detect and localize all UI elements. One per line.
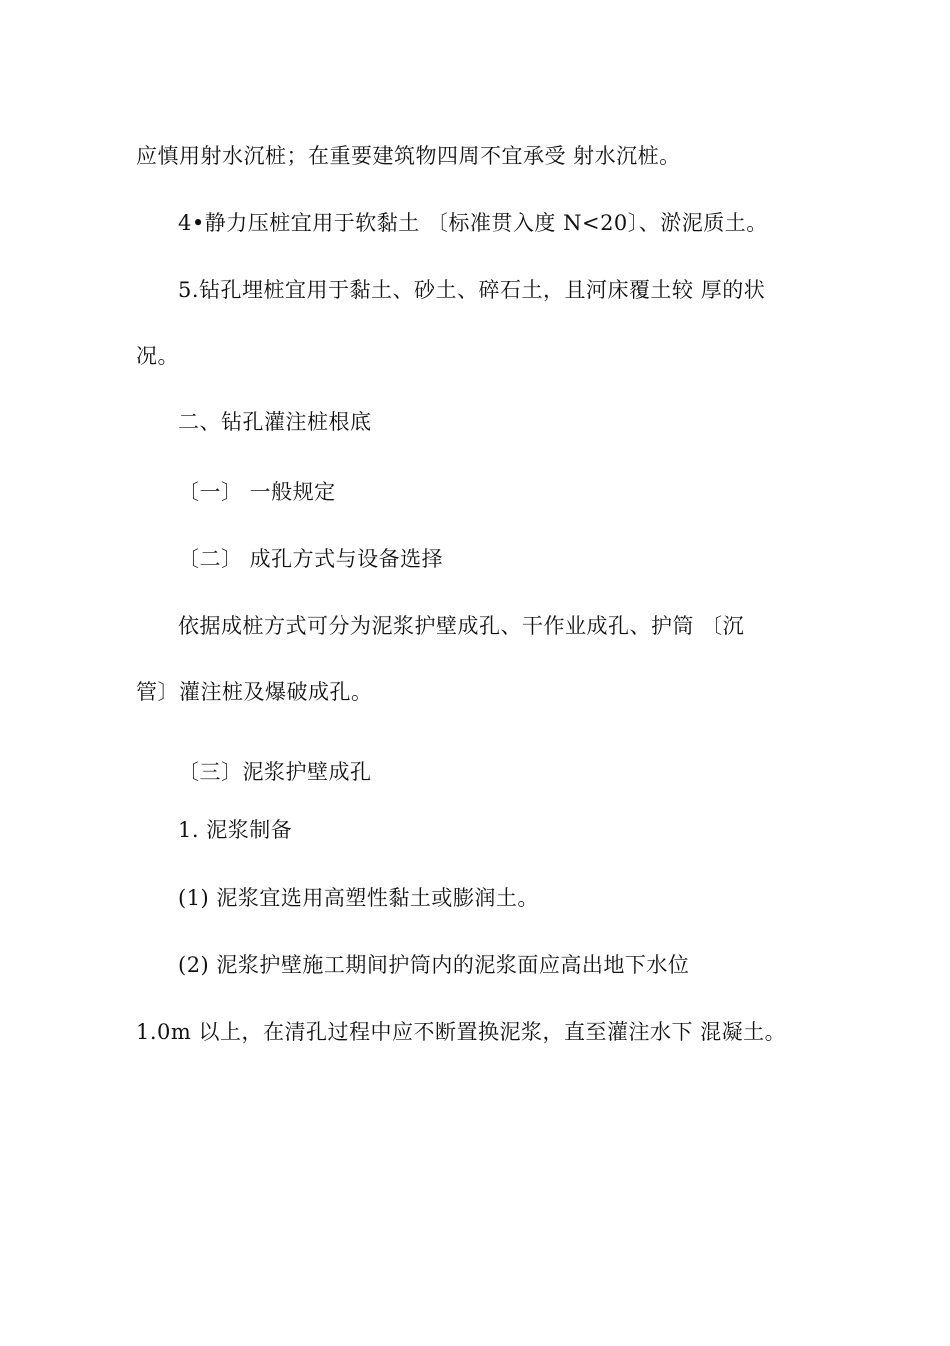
paragraph-line-7: 1.0m 以上，在清孔过程中应不断置换泥浆，直至灌注水下 混凝土。 xyxy=(136,1020,787,1044)
subsection-heading-2: 〔二〕 成孔方式与设备选择 xyxy=(178,547,444,571)
paragraph-line-2: 4•静力压桩宜用于软黏土 〔标准贯入度 N<20〕、淤泥质土。 xyxy=(178,211,768,235)
paragraph-line-3: 5.钻孔埋桩宜用于黏土、砂土、碎石土，且河床覆土较 厚的状 xyxy=(178,278,766,302)
subsection-heading-1: 〔一〕 一般规定 xyxy=(178,480,336,504)
numbered-subitem-2: (2) 泥浆护壁施工期间护筒内的泥浆面应高出地下水位 xyxy=(178,953,690,977)
subsection-heading-3: 〔三〕泥浆护壁成孔 xyxy=(178,760,372,784)
paragraph-line-6: 管〕灌注桩及爆破成孔。 xyxy=(136,680,373,704)
paragraph-line-4: 况。 xyxy=(136,344,179,368)
paragraph-line-5: 依据成桩方式可分为泥浆护壁成孔、干作业成孔、护筒 〔沉 xyxy=(178,614,745,638)
numbered-subitem-1: (1) 泥浆宜选用高塑性黏土或膨润土。 xyxy=(178,886,539,910)
section-heading: 二、钻孔灌注桩根底 xyxy=(178,410,372,434)
numbered-item-1: 1. 泥浆制备 xyxy=(178,818,293,842)
paragraph-line-1: 应慎用射水沉桩；在重要建筑物四周不宜承受 射水沉桩。 xyxy=(136,144,681,168)
